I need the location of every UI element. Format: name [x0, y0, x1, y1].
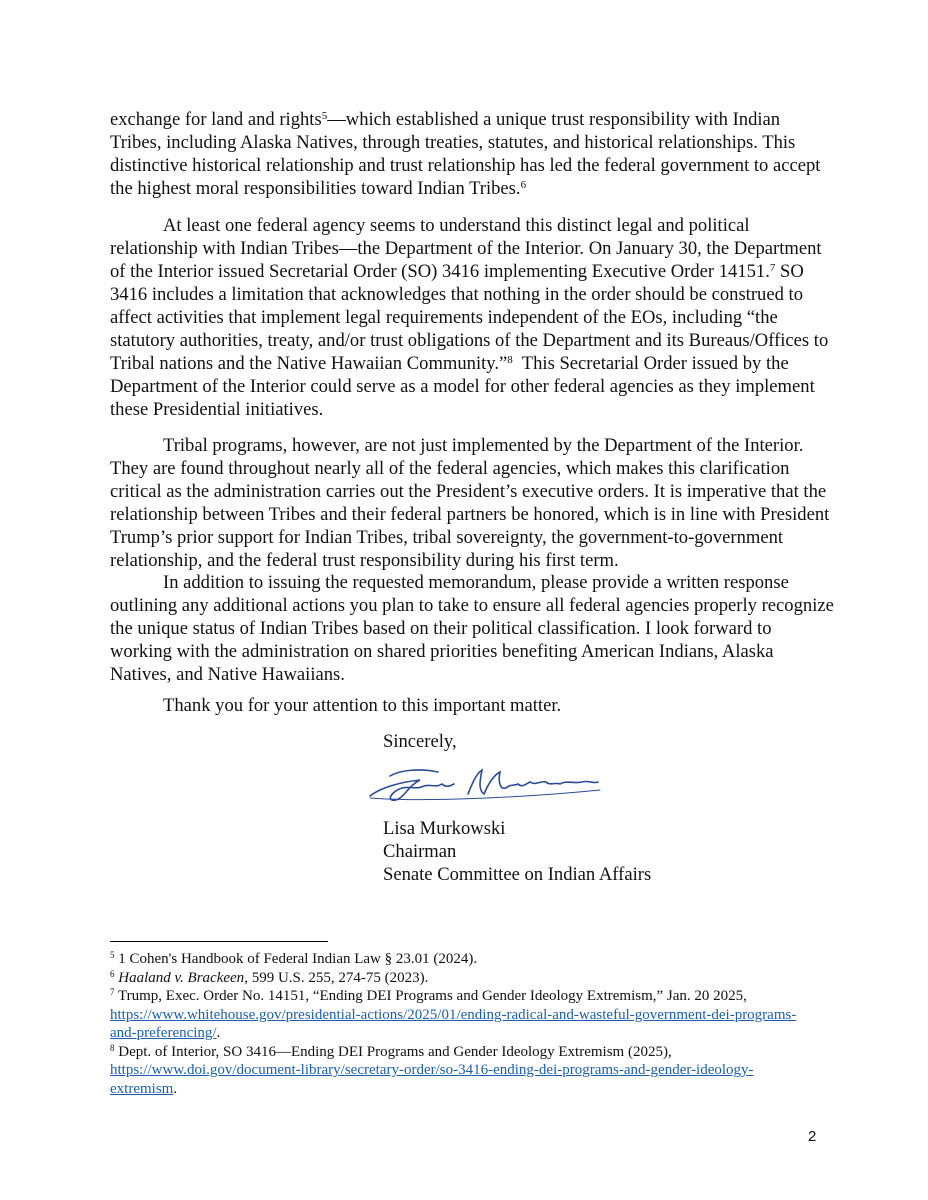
footnote-7	[110, 987, 796, 1043]
text-line: 3416 includes a limitation that acknowledges that nothing in the order should be construed to	[110, 284, 803, 305]
text-line: statutory authorities, treaty, and/or trust obligations of the Department and its Bureaus/Offices to	[110, 330, 829, 351]
text-line: distinctive historical relationship and trust relationship has led the federal government to accept	[110, 155, 821, 176]
whitehouse-link-continued[interactable]: and-preferencing/	[110, 1025, 217, 1041]
page-number: 2	[808, 1128, 817, 1145]
footnote-6	[110, 969, 796, 988]
text-line: relationship between Tribes and their federal partners be honored, which is in line with President	[110, 504, 830, 525]
text-line: affect activities that implement legal requirements independent of the EOs, including “the	[110, 307, 778, 328]
footnote-number: 7	[110, 987, 115, 997]
salutation: Sincerely,	[383, 731, 457, 752]
paragraph-4	[110, 571, 834, 686]
text-line: At least one federal agency seems to understand this distinct legal and political	[163, 215, 750, 236]
text-line: the unique status of Indian Tribes based on their political classification. I look forward to	[110, 618, 772, 639]
footnote-text: Trump, Exec. Order No. 14151, “Ending DEI Programs and Gender Ideology Extremism,” Jan. 20 2025,	[114, 988, 747, 1004]
footnote-text: , 599 U.S. 255, 274-75 (2023).	[244, 969, 429, 986]
doi-link[interactable]: https://www.doi.gov/document-library/secretary-order/so-3416-ending-dei-programs-and-gender-ideology-	[110, 1062, 754, 1078]
punctuation: .	[173, 1080, 178, 1097]
signer-name: Lisa Murkowski	[383, 818, 506, 839]
footnote-number: 6	[110, 968, 115, 979]
paragraph-2	[110, 214, 828, 421]
text: This Secretarial Order issued by the	[512, 353, 789, 374]
text-line: Thank you for your attention to this important matter.	[163, 695, 562, 716]
text-line: these Presidential initiatives.	[110, 399, 324, 420]
text-line: relationship, and the federal trust responsibility during his first term.	[110, 550, 619, 571]
footnote-number: 8	[110, 1042, 115, 1053]
text-line: They are found throughout nearly all of the federal agencies, which makes this clarification	[110, 458, 790, 479]
text-line: critical as the administration carries out the President’s executive orders. It is imperative that the	[110, 481, 827, 502]
text-line: Natives, and Native Hawaiians.	[110, 664, 345, 685]
footnote-divider	[110, 941, 328, 942]
footnote-ref-8: 8	[507, 354, 513, 366]
text-line: working with the administration on shared priorities benefiting American Indians, Alaska	[110, 641, 774, 662]
text: SO	[775, 261, 804, 282]
paragraph-5	[110, 694, 561, 717]
punctuation: .	[216, 1025, 221, 1041]
footnote-ref-6: 6	[520, 179, 527, 191]
signer-title: Chairman	[383, 841, 457, 862]
footnote-number: 5	[110, 950, 115, 960]
case-name: Haaland v. Brackeen	[114, 969, 245, 986]
text: the highest moral responsibilities toward Indian Tribes.	[110, 178, 521, 199]
footnote-ref-5: 5	[321, 110, 328, 122]
text: —which established a unique trust responsibility with Indian	[327, 109, 781, 130]
paragraph-1	[110, 108, 820, 200]
footnote-ref-7: 7	[769, 262, 776, 274]
text-line: In addition to issuing the requested memorandum, please provide a written response	[163, 572, 789, 593]
signature-image	[360, 758, 610, 808]
text: of the Interior issued Secretarial Order (SO) 3416 implementing Executive Order 14151.	[110, 261, 770, 282]
footnotes	[110, 950, 796, 1098]
text-line: Department of the Interior could serve as a model for other federal agencies as they implement	[110, 376, 815, 397]
text-line: Tribes, including Alaska Natives, through treaties, statutes, and historical relationships. This	[110, 132, 796, 153]
whitehouse-link[interactable]: https://www.whitehouse.gov/presidential-actions/2025/01/ending-radical-and-wasteful-government-dei-programs-	[110, 1006, 797, 1023]
text-line: Trump’s prior support for Indian Tribes, tribal sovereignty, the government-to-government	[110, 527, 784, 548]
paragraph-3	[110, 434, 829, 572]
signer-organization: Senate Committee on Indian Affairs	[383, 864, 652, 885]
signature-block	[383, 817, 651, 886]
text-line: Tribal programs, however, are not just implemented by the Department of the Interior.	[163, 435, 804, 456]
text-line: relationship with Indian Tribes—the Department of the Interior. On January 30, the Department	[110, 238, 822, 259]
footnote-text: Dept. of Interior, SO 3416—Ending DEI Programs and Gender Ideology Extremism (2025),	[114, 1043, 672, 1060]
footnote-8	[110, 1043, 796, 1099]
footnote-5	[110, 950, 796, 969]
doi-link-continued[interactable]: extremism	[110, 1080, 174, 1097]
text-line: outlining any additional actions you plan to take to ensure all federal agencies properly recognize	[110, 595, 834, 616]
text: Tribal nations and the Native Hawaiian Community.”	[110, 353, 508, 374]
text: exchange for land and rights	[110, 109, 322, 130]
footnote-text: 1 Cohen's Handbook of Federal Indian Law § 23.01 (2024).	[114, 951, 478, 967]
